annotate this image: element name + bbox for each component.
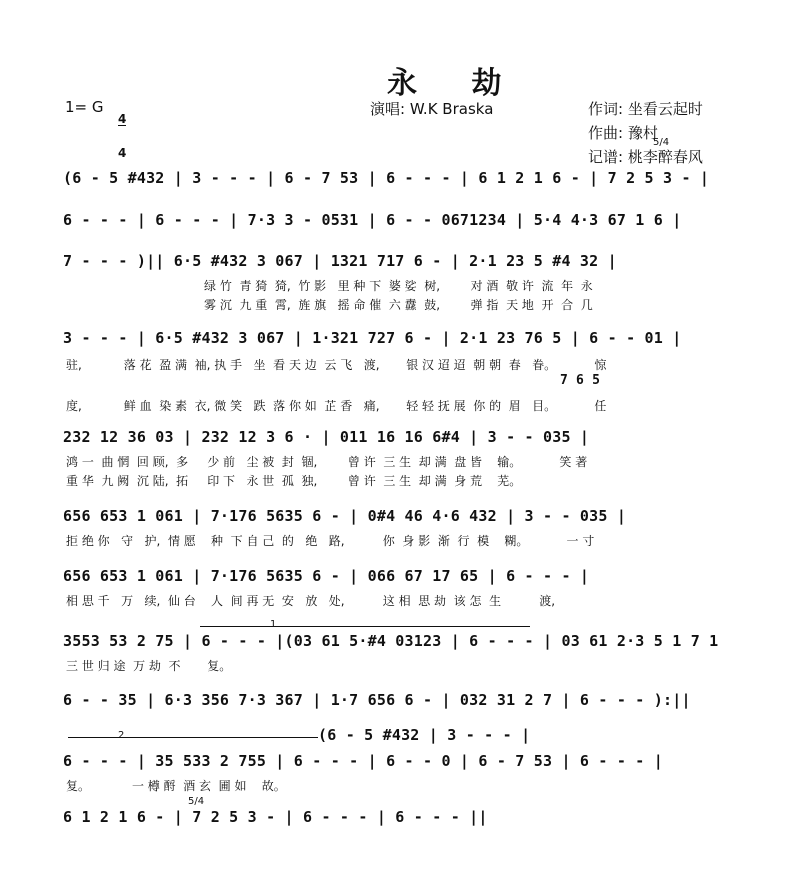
transcriber-credit: 记谱: 桃李醉春风 bbox=[588, 148, 703, 166]
time-signature-bottom: 4 bbox=[118, 146, 127, 160]
lyric-row-4b: 度, 鲜 血 染 素 衣, 微 笑 跌 落 你 如 芷 香 痛, 轻 轻 抚 展 你 的 眉 目。 任 bbox=[66, 399, 607, 413]
meter-change-mark: 5/4 bbox=[653, 137, 670, 148]
notation-row-4: 3 - - - | 6·5 #432 3 067 | 1·321 727 6 - | 2·1 23 76 5 | 6 - - 01 | bbox=[63, 329, 682, 347]
notation-row-9: 6 - - 35 | 6·3 356 7·3 367 | 1·7 656 6 - | 032 31 2 7 | 6 - - - ):|| bbox=[63, 691, 691, 709]
lyric-row-3a: 绿 竹 青 猗 猗, 竹 影 里 种 下 婆 娑 树, 对 酒 敬 许 流 年 永 bbox=[204, 279, 593, 293]
composer-credit: 作曲: 豫村 bbox=[588, 124, 658, 142]
lyric-row-6: 拒 绝 你 守 护, 情 愿 种 下 自 己 的 绝 路, 你 身 影 渐 行 模 糊。 一 寸 bbox=[66, 534, 595, 548]
lyric-row-7: 相 思 千 万 续, 仙 台 人 间 再 无 安 放 处, 这 相 思 劫 该 怎 生 渡, bbox=[66, 594, 556, 608]
lyric-row-5a: 鸿 一 曲 惘 回 顾, 多 少 前 尘 被 封 锢, 曾 许 三 生 却 满 盘 皆 输。 笑 著 bbox=[66, 455, 588, 469]
lyric-row-8: 三 世 归 途 万 劫 不 复。 bbox=[66, 659, 232, 673]
time-signature-top: 4 bbox=[118, 112, 127, 126]
notation-row-2: 6 - - - | 6 - - - | 7·3 3 - 0531 | 6 - - 0671234 | 5·4 4·3 67 1 6 | bbox=[63, 211, 682, 229]
notation-row-11: 6 1 2 1 6 - | 7 2 5 3 - | 6 - - - | 6 - - - || bbox=[63, 808, 488, 826]
volta-1-line bbox=[200, 626, 530, 627]
key-signature: 1= G bbox=[65, 98, 104, 116]
notation-row-10: 6 - - - | 35 533 2 755 | 6 - - - | 6 - - 0 | 6 - 7 53 | 6 - - - | bbox=[63, 752, 663, 770]
volta-1-number: 1 bbox=[270, 619, 277, 630]
notation-row-5: 232 12 36 03 | 232 12 3 6 · | 011 16 16 6#4 | 3 - - 035 | bbox=[63, 428, 590, 446]
lyric-row-10: 复。 一 樽 酹 酒 玄 圃 如 故。 bbox=[66, 779, 286, 793]
time-signature bbox=[118, 92, 126, 170]
volta-2-line bbox=[68, 737, 318, 738]
lyric-row-5b: 重 华 九 阙 沉 陆, 拓 印 下 永 世 孤 独, 曾 许 三 生 却 满 身 荒 芜。 bbox=[66, 474, 522, 488]
notation-row-1: (6 - 5 #432 | 3 - - - | 6 - 7 53 | 6 - - - | 6 1 2 1 6 - | 7 2 5 3 - | bbox=[63, 169, 710, 187]
notation-row-10-upper: (6 - 5 #432 | 3 - - - | bbox=[318, 726, 531, 744]
lyric-row-3b: 雾 沉 九 重 霄, 旌 旗 摇 命 催 六 纛 鼓, 弹 指 天 地 开 合 几 bbox=[204, 298, 593, 312]
volta-2-number: 2 bbox=[118, 730, 125, 741]
meter-change-mark-2: 5/4 bbox=[188, 796, 205, 807]
lyricist-credit: 作词: 坐看云起时 bbox=[588, 100, 703, 118]
lyric-row-4a: 驻, 落 花 盈 满 袖, 执 手 坐 看 天 边 云 飞 渡, 银 汉 迢 迢 朝 朝 春 眷。 惊 bbox=[66, 358, 607, 372]
notation-row-7: 656 653 1 061 | 7·176 5635 6 - | 066 67 17 65 | 6 - - - | bbox=[63, 567, 590, 585]
notation-row-8: 3553 53 2 75 | 6 - - - |(03 61 5·#4 03123 | 6 - - - | 03 61 2·3 5 1 7 1 bbox=[63, 632, 719, 650]
notation-row-6: 656 653 1 061 | 7·176 5635 6 - | 0#4 46 4·6 432 | 3 - - 035 | bbox=[63, 507, 627, 525]
notation-inline-765: 7 6 5 bbox=[560, 373, 601, 388]
notation-row-3: 7 - - - )|| 6·5 #432 3 067 | 1321 717 6 - | 2·1 23 5 #4 32 | bbox=[63, 252, 617, 270]
singer-credit: 演唱: W.K Braska bbox=[370, 100, 494, 118]
song-title: 永 劫 bbox=[387, 66, 524, 101]
